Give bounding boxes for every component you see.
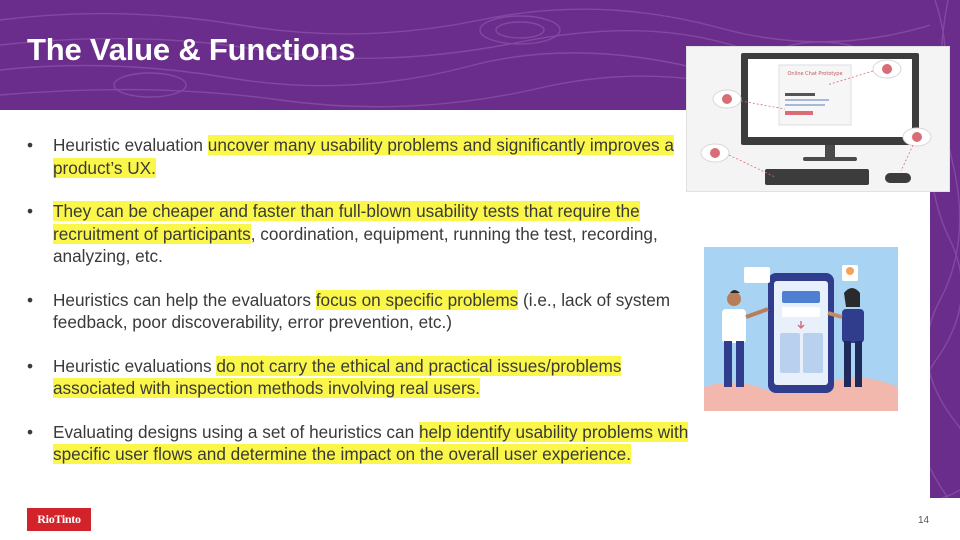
bullet-item (27, 355, 692, 400)
bullet-dot: • (27, 289, 34, 310)
company-logo: RioTinto (27, 508, 91, 531)
bullet-text-plain: , coordination, equipment, running the test, recording, analyzing, etc. (53, 223, 658, 266)
bullet-item (27, 421, 692, 466)
bullet-text-highlight: uncover many usability problems and significantly improves a product’s UX. (53, 135, 674, 178)
bullet-item (27, 134, 692, 179)
bullet-list (27, 134, 692, 487)
bullet-text-highlight: They can be cheaper and faster than full-blown usability tests that require the recruitment of participants (53, 201, 640, 244)
page-number: 14 (918, 515, 930, 526)
bullet-text-highlight: help identify usability problems with specific user flows and determine the impact on the overall user experience. (53, 421, 689, 464)
screen-caption: Online Chat Prototype (787, 71, 843, 77)
bullet-text-plain: Heuristic evaluation (53, 135, 208, 155)
bullet-text-highlight: focus on specific problems (315, 289, 519, 310)
bullet-text-plain: Evaluating designs using a set of heuristics can (53, 421, 419, 442)
bullet-item (27, 289, 692, 334)
bullet-dot: • (27, 201, 34, 221)
bullet-item (27, 200, 692, 268)
bullet-text-plain: Heuristic evaluations (53, 355, 217, 376)
monitor-illustration-svg (687, 47, 949, 191)
slide-title: The Value & Functions (27, 32, 356, 67)
monitor-eye-illustration (686, 46, 950, 192)
bullet-dot: • (27, 355, 34, 376)
bullet-dot: • (27, 135, 34, 155)
bullet-dot: • (27, 421, 34, 442)
app-testing-illustration (704, 247, 898, 411)
app-illustration-svg (704, 247, 898, 411)
bullet-text-highlight: do not carry the ethical and practical issues/problems associated with inspection methods involving real users. (53, 355, 622, 398)
bullet-text-plain: Heuristics can help the evaluators (53, 289, 316, 310)
bullet-text-plain: (i.e., lack of system feedback, poor discoverability, error prevention, etc.) (53, 289, 671, 332)
